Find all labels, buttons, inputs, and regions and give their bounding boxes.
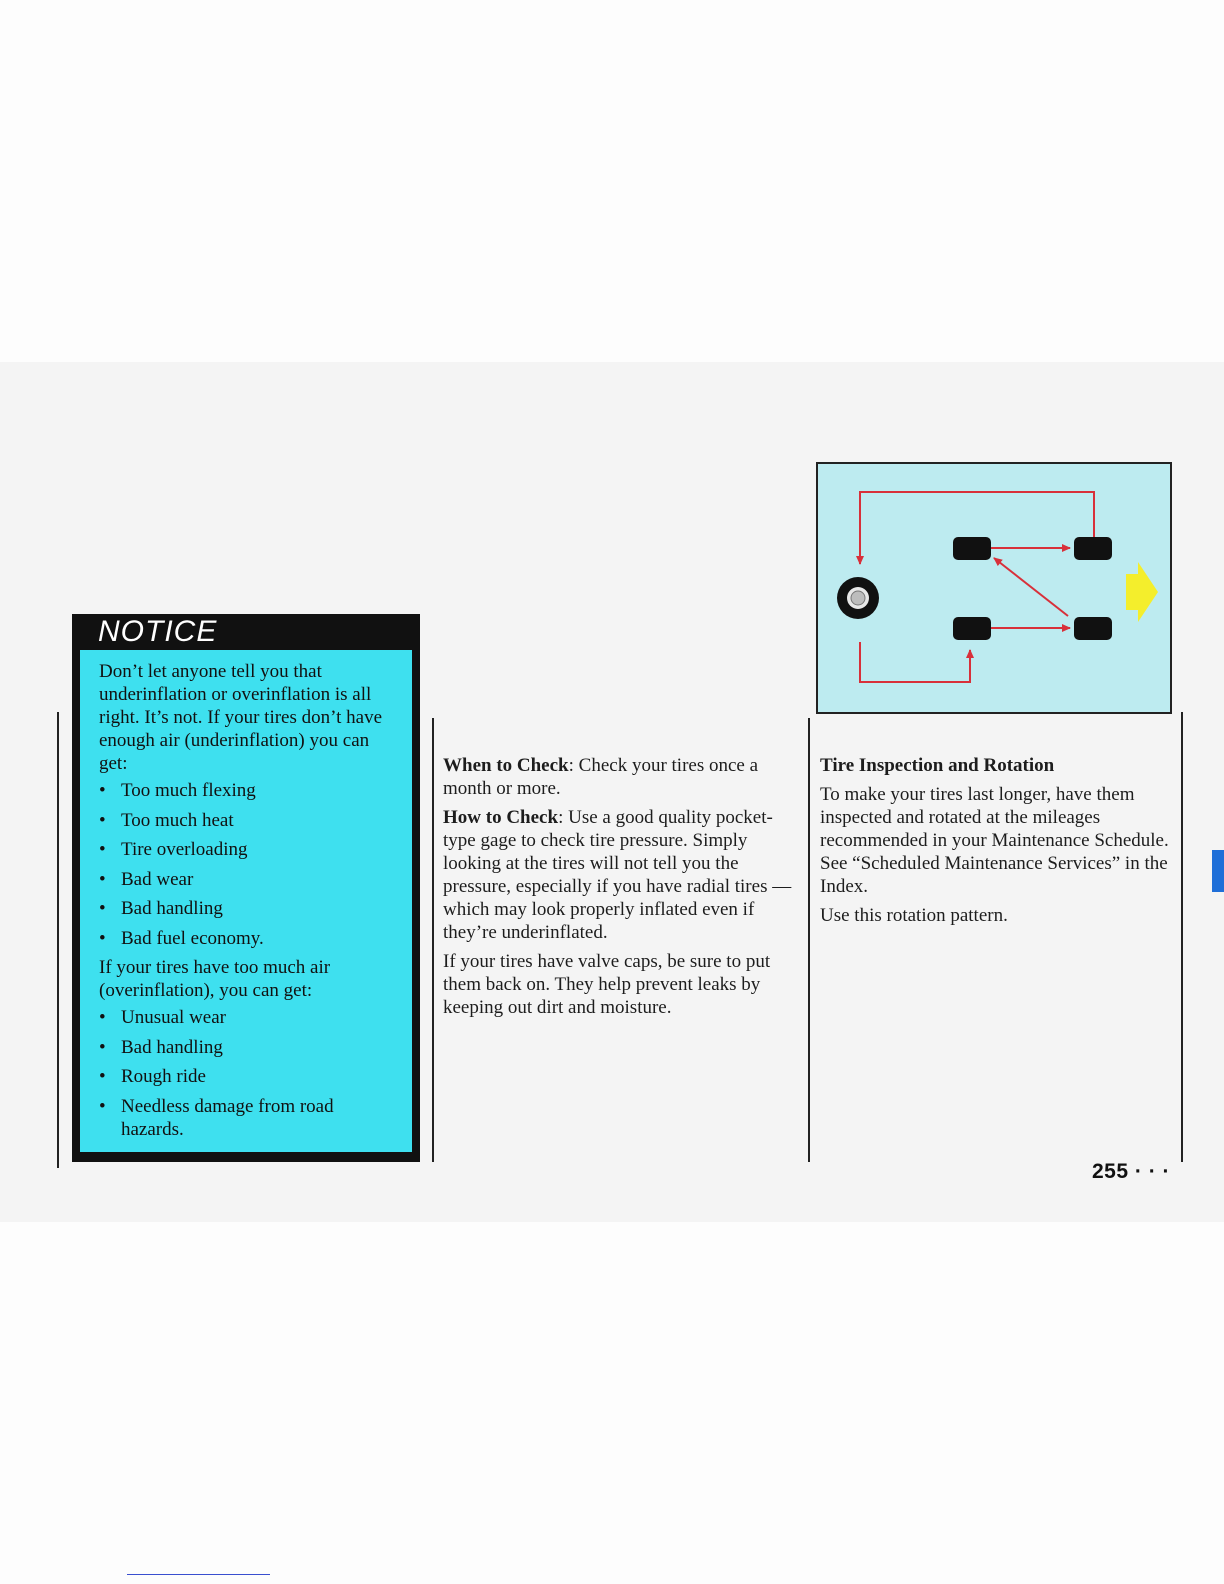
list-item: • Too much flexing [99,780,256,801]
tire-rear-right-icon [1074,537,1112,560]
list-item: • Bad handling [99,1036,223,1058]
tire-rear-left-icon [953,537,991,560]
section-tab-marker [1212,850,1224,892]
overinflation-list [99,1006,398,1141]
notice-over-intro: If your tires have too much air (overinflation), you can get: [99,957,331,1001]
tire-rotation-diagram [816,462,1172,714]
list-item: • Bad fuel economy. [99,927,264,949]
list-item: • Unusual wear [99,1007,226,1028]
list-item: • Bad handling [99,898,223,919]
column-rule-right [1181,712,1183,1162]
rotation-arrow-diagonal [994,558,1068,616]
underinflation-list [99,779,398,950]
notice-title: NOTICE [98,615,218,648]
list-item: • Needless damage from road hazards. [99,1095,334,1140]
column-rule-middle-right [808,718,810,1162]
when-to-check-paragraph: When to Check: Check your tires once a month or more. [443,755,759,799]
section-heading: Tire Inspection and Rotation [820,755,1055,776]
footer-link-underline [127,1574,270,1575]
middle-column [443,754,793,1025]
list-item: • Too much heat [99,809,234,831]
notice-intro: Don’t let anyone tell you that underinflation or overinflation is all right. It’s not. If your tires don’t have enough air (underinflation) you can get: [99,661,383,774]
valve-caps-paragraph: If your tires have valve caps, be sure to put them back on. They help prevent leaks by keeping out dirt and moisture. [443,951,771,1018]
rotation-pattern-svg [818,464,1170,712]
right-column [820,754,1170,933]
tire-front-right-icon [1074,617,1112,640]
page-number: 255 · · · [1092,1160,1171,1183]
rotation-pattern-note: Use this rotation pattern. [820,905,1008,926]
column-rule-middle-left [432,718,434,1162]
notice-body [80,650,412,1152]
tire-front-left-icon [953,617,991,640]
list-item: • Tire overloading [99,839,248,860]
rotation-paragraph: To make your tires last longer, have them inspected and rotated at the mileages recommended in your Maintenance Schedule. See “Scheduled Maintenance Services” in the Index. [820,784,1169,897]
how-to-check-label: How to Check [443,807,559,828]
list-item: • Bad wear [99,868,194,890]
notice-box [72,614,420,1162]
rotation-arrow-from-spare [860,642,970,682]
column-rule-left [57,712,59,1168]
vehicle-direction-arrow-icon [1126,562,1158,622]
when-to-check-label: When to Check [443,755,569,776]
list-item: • Rough ride [99,1066,206,1087]
how-to-check-paragraph: How to Check: Use a good quality pocket-type gage to check tire pressure. Simply looking at the tires will not tell you the pressure, especially if you have radial tires — which may look properly inflated even if they’re underinflated. [443,807,792,943]
